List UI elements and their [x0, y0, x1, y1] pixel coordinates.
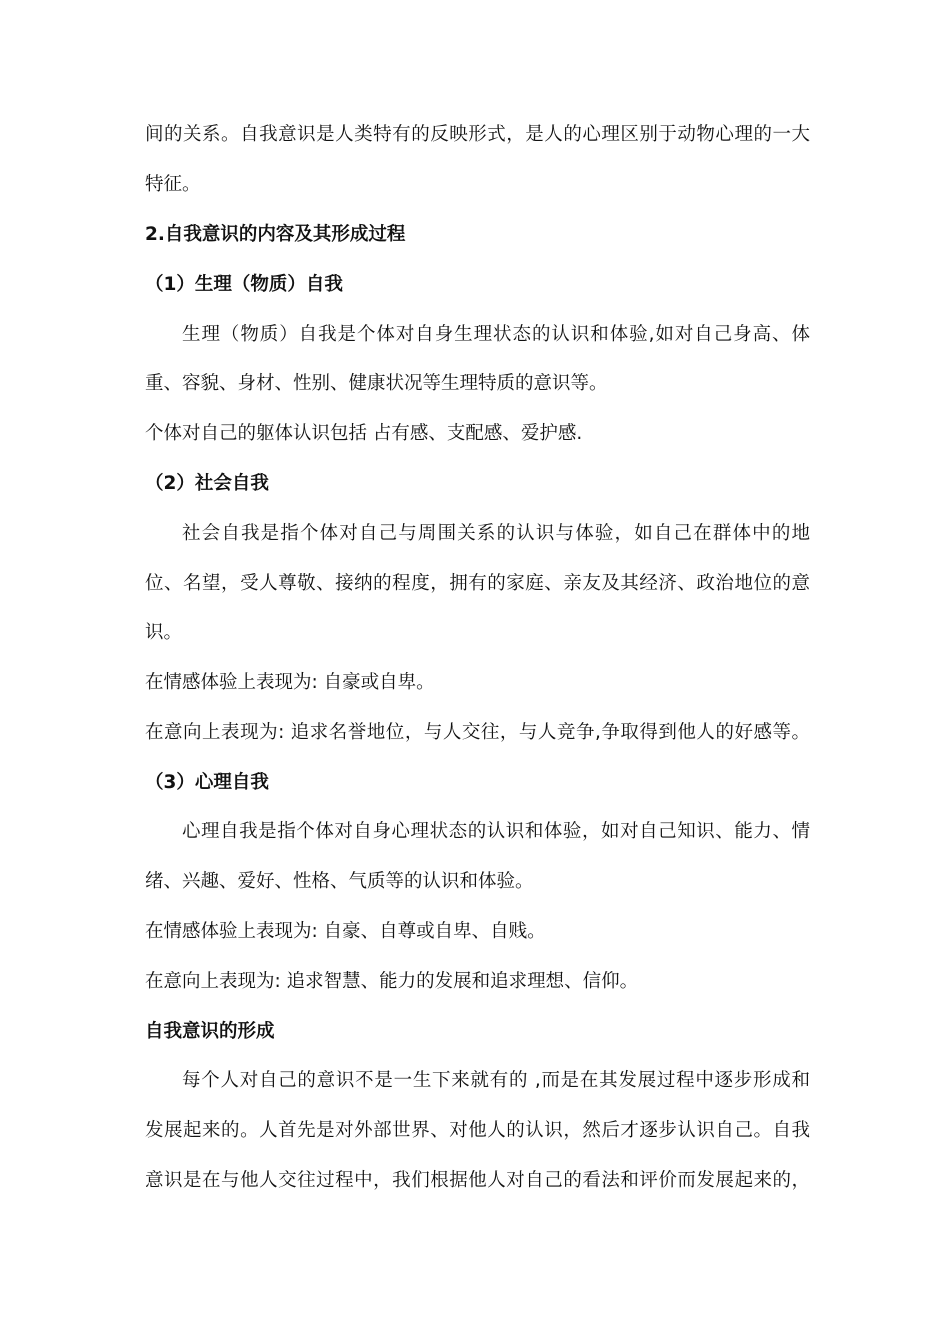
social-self-intention: 在意向上表现为: 追求名誉地位，与人交往，与人竞争,争取得到他人的好感等。 — [145, 722, 810, 743]
formation-paragraph-line-3: 意识是在与他人交往过程中，我们根据他人对自己的看法和评价而发展起来的， — [145, 1170, 810, 1191]
psychological-self-emotion: 在情感体验上表现为: 自豪、自尊或自卑、自贱。 — [145, 921, 546, 942]
physical-self-heading: （1）生理（物质）自我 — [145, 274, 343, 295]
formation-paragraph-line-2: 发展起来的。人首先是对外部世界、对他人的认识，然后才逐步认识自己。自我 — [145, 1120, 810, 1141]
physical-self-paragraph-line-2: 重、容貌、身材、性别、健康状况等生理特质的意识等。 — [145, 373, 608, 394]
physical-self-note: 个体对自己的躯体认识包括 占有感、支配感、爱护感. — [145, 423, 583, 444]
social-self-paragraph-line-2: 位、名望，受人尊敬、接纳的程度，拥有的家庭、亲友及其经济、政治地位的意 — [145, 573, 810, 594]
formation-heading: 自我意识的形成 — [145, 1021, 275, 1042]
intro-line-1: 间的关系。自我意识是人类特有的反映形式，是人的心理区别于动物心理的一大 — [145, 124, 810, 145]
social-self-paragraph-line-3: 识。 — [145, 622, 183, 643]
social-self-heading: （2）社会自我 — [145, 473, 269, 494]
intro-line-2: 特征。 — [145, 174, 201, 195]
psychological-self-paragraph-line-2: 绪、兴趣、爱好、性格、气质等的认识和体验。 — [145, 871, 534, 892]
section-title: 2.自我意识的内容及其形成过程 — [145, 224, 406, 245]
psychological-self-paragraph-line-1: 心理自我是指个体对自身心理状态的认识和体验，如对自己知识、能力、情 — [182, 821, 810, 842]
physical-self-paragraph-line-1: 生理（物质）自我是个体对自身生理状态的认识和体验,如对自己身高、体 — [182, 324, 810, 345]
social-self-emotion: 在情感体验上表现为: 自豪或自卑。 — [145, 672, 435, 693]
social-self-paragraph-line-1: 社会自我是指个体对自己与周围关系的认识与体验，如自己在群体中的地 — [182, 523, 810, 544]
psychological-self-intention: 在意向上表现为: 追求智慧、能力的发展和追求理想、信仰。 — [145, 971, 639, 992]
formation-paragraph-line-1: 每个人对自己的意识不是一生下来就有的 ,而是在其发展过程中逐步形成和 — [182, 1070, 810, 1091]
psychological-self-heading: （3）心理自我 — [145, 772, 269, 793]
